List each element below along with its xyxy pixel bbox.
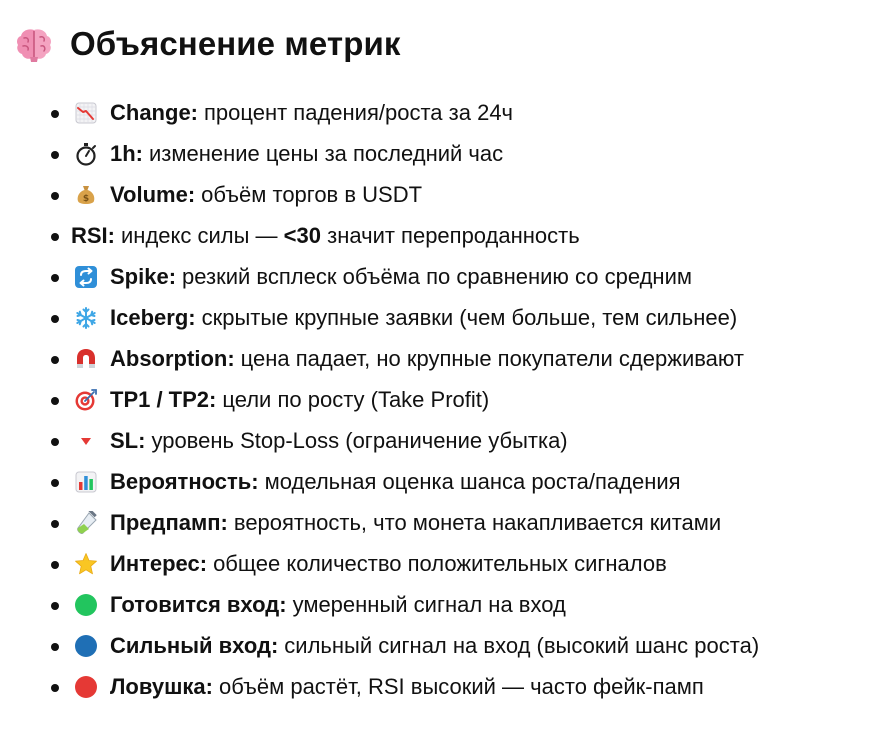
red-triangle-down-icon [74, 429, 98, 453]
term-description: скрытые крупные заявки (чем больше, тем сильнее) [201, 304, 738, 330]
metrics-list [0, 92, 759, 707]
chart-down-icon [74, 101, 98, 125]
page-title [14, 22, 400, 66]
list-item-interest [0, 543, 759, 584]
term-label: Iceberg: [110, 304, 196, 330]
term-description-start: индекс силы — [121, 222, 284, 248]
bar-chart-icon [74, 470, 98, 494]
list-item-1h [0, 133, 759, 174]
term-description: вероятность, что монета накапливается китами [233, 509, 722, 535]
term-label: Сильный вход: [110, 632, 279, 658]
term-description: цели по росту (Take Profit) [222, 386, 490, 412]
term-label: Интерес: [110, 550, 208, 576]
list-item-preparing-entry [0, 584, 759, 625]
money-bag-icon [74, 183, 98, 207]
list-item-sl [0, 420, 759, 461]
star-icon [74, 552, 98, 576]
list-item-spike [0, 256, 759, 297]
term-description-threshold: <30 [283, 222, 321, 248]
term-label: Change: [110, 99, 198, 125]
list-item-probability [0, 461, 759, 502]
term-label: 1h: [110, 140, 143, 166]
term-description: объём растёт, RSI высокий — часто фейк-памп [219, 673, 704, 699]
snowflake-icon [74, 306, 98, 330]
svg-text:$: $ [82, 193, 90, 204]
term-label: RSI: [71, 222, 115, 248]
term-label: Готовится вход: [110, 591, 287, 617]
term-label: TP1 / TP2: [110, 386, 217, 412]
stopwatch-icon [74, 142, 98, 166]
list-item-prepump [0, 502, 759, 543]
magnet-icon [74, 347, 98, 371]
target-icon [74, 388, 98, 412]
term-description: изменение цены за последний час [149, 140, 504, 166]
term-label: Ловушка: [110, 673, 213, 699]
term-description: цена падает, но крупные покупатели сдерживают [240, 345, 745, 371]
term-label: Spike: [110, 263, 177, 289]
term-label: Absorption: [110, 345, 235, 371]
term-label: Предпамп: [110, 509, 228, 535]
term-description: умеренный сигнал на вход [292, 591, 566, 617]
list-item-tp [0, 379, 759, 420]
brain-icon [14, 24, 54, 64]
list-item-volume [0, 174, 759, 215]
list-item-strong-entry [0, 625, 759, 666]
red-circle-icon [74, 675, 98, 699]
list-item-rsi [0, 215, 759, 256]
term-description: процент падения/роста за 24ч [204, 99, 514, 125]
green-circle-icon [74, 593, 98, 617]
list-item-absorption [0, 338, 759, 379]
term-description: уровень Stop-Loss (ограничение убытка) [151, 427, 568, 453]
list-item-iceberg [0, 297, 759, 338]
term-description: резкий всплеск объёма по сравнению со средним [182, 263, 692, 289]
term-description: объём торгов в USDT [201, 181, 423, 207]
term-description-end: значит перепроданность [321, 222, 580, 248]
list-item-trap [0, 666, 759, 707]
term-label: Volume: [110, 181, 196, 207]
term-description: общее количество положительных сигналов [213, 550, 667, 576]
repeat-icon [74, 265, 98, 289]
term-description: сильный сигнал на вход (высокий шанс роста) [284, 632, 760, 658]
page-title-text: Объяснение метрик [70, 25, 401, 62]
term-description: модельная оценка шанса роста/падения [264, 468, 681, 494]
term-label: SL: [110, 427, 146, 453]
list-item-change [0, 92, 759, 133]
blue-circle-icon [74, 634, 98, 658]
term-label: Вероятность: [110, 468, 259, 494]
test-tube-icon [74, 511, 98, 535]
